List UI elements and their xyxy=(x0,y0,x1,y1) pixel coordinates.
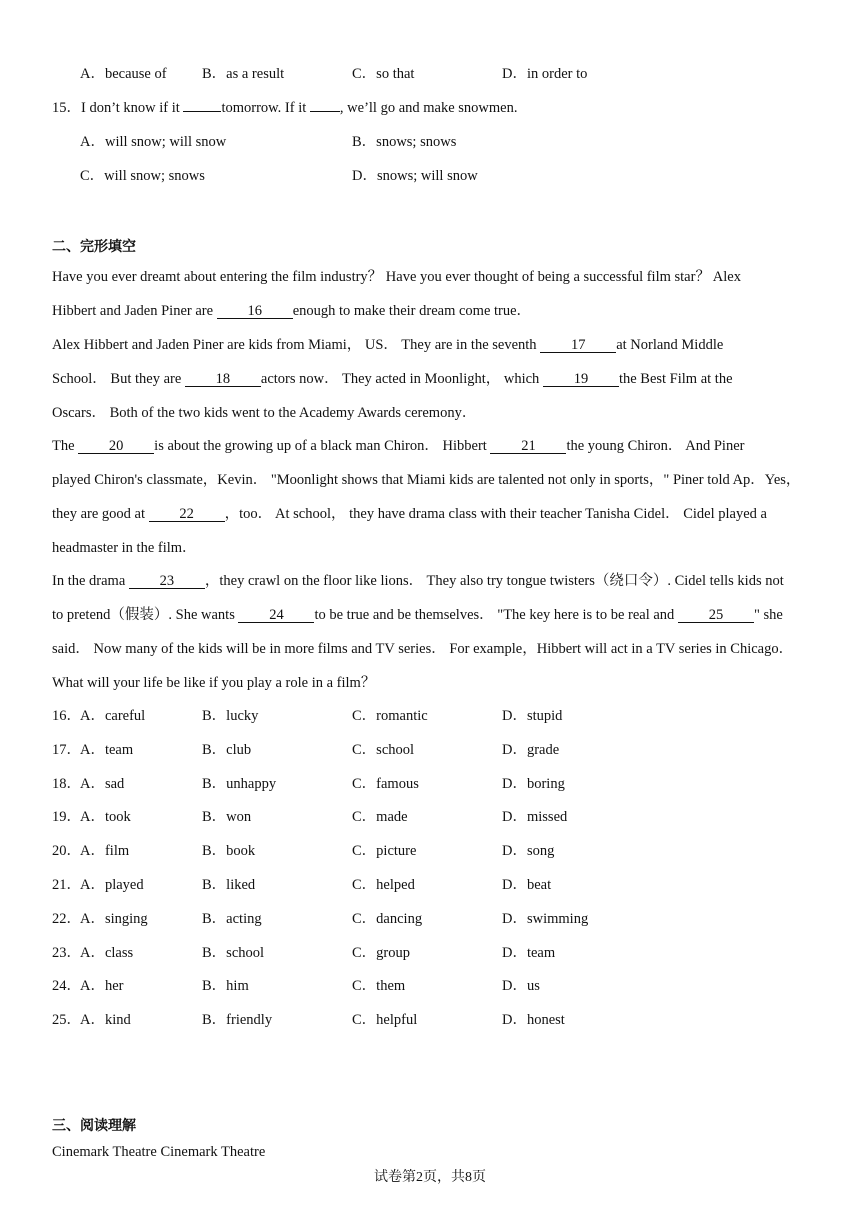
option-c: C．them xyxy=(352,978,406,995)
q15-option-d: D．snows; will snow xyxy=(352,168,478,184)
blank-19: 19 xyxy=(543,372,619,387)
option-a: A．played xyxy=(80,877,144,893)
option-b: B．liked xyxy=(202,877,256,893)
question-number: 20． xyxy=(52,843,81,860)
passage-line: Hibbert and Jaden Piner are 16 enough to make their dream come true． xyxy=(52,303,532,319)
question-number: 23． xyxy=(52,944,81,961)
passage-line: In the drama 23 ，they crawl on the floor like lions． They also try tongue twisters（绕口令）. Cidel tells kids not xyxy=(52,573,784,589)
blank-22: 22 xyxy=(149,507,225,522)
blank-24: 24 xyxy=(238,608,314,623)
option-d: D．song xyxy=(502,843,555,860)
option-a: A．careful xyxy=(80,708,146,724)
passage-line: Have you ever dreamt about entering the film industry？ Have you ever thought of being a successful film star？ Alex xyxy=(52,269,741,285)
option-a: A．team xyxy=(80,741,134,758)
option-b: B．club xyxy=(202,741,252,758)
section-heading-reading: 三、阅读理解 xyxy=(52,1118,136,1134)
option-c: C．romantic xyxy=(352,708,428,724)
q15-stem: 15．I don’t know if it tomorrow. If it , we’ll go and make snowmen. xyxy=(52,100,518,116)
option-c: C．picture xyxy=(352,843,417,860)
passage-line: Oscars． Both of the two kids went to the Academy Awards ceremony． xyxy=(52,405,477,421)
question-number: 16． xyxy=(52,708,81,724)
blank-18: 18 xyxy=(185,372,261,387)
option-b: B．friendly xyxy=(202,1012,273,1029)
passage-line: said． Now many of the kids will be in more films and TV series． For example，Hibbert will act in a TV series in Chicago． xyxy=(52,641,794,657)
option-a: A．kind xyxy=(80,1012,131,1029)
option-d: D．swimming xyxy=(502,910,589,927)
passage-line: played Chiron's classmate，Kevin． "Moonlight shows that Miami kids are talented not only in sports，" Piner told Ap．Yes， xyxy=(52,472,801,488)
option-b: B．won xyxy=(202,809,252,826)
option-c: C．group xyxy=(352,944,410,961)
question-number: 21． xyxy=(52,877,81,893)
passage-line: headmaster in the film． xyxy=(52,540,197,556)
option-a: A．her xyxy=(80,978,124,995)
option-a: A．sad xyxy=(80,775,125,792)
option-d: D．boring xyxy=(502,775,565,792)
section-heading-cloze: 二、完形填空 xyxy=(52,239,136,255)
option-d: D．team xyxy=(502,944,556,961)
option-a: A．took xyxy=(80,809,131,826)
option-c: C．school xyxy=(352,741,415,758)
blank-25: 25 xyxy=(678,608,754,623)
blank-17: 17 xyxy=(540,338,616,353)
q15-option-c: C．will snow; snows xyxy=(80,168,205,184)
passage-line: Alex Hibbert and Jaden Piner are kids from Miami， US． They are in the seventh 17 at Norland Middle xyxy=(52,337,724,353)
option-a: A．class xyxy=(80,944,134,961)
option-d: D．missed xyxy=(502,809,568,826)
question-number: 22． xyxy=(52,910,81,927)
option-d: D．us xyxy=(502,978,540,995)
q15-blank-1 xyxy=(183,111,221,112)
option-d: D．honest xyxy=(502,1012,565,1029)
q14-option-c: C．so that xyxy=(352,66,415,82)
passage-line: What will your life be like if you play a role in a film？ xyxy=(52,675,376,691)
option-b: B．lucky xyxy=(202,708,259,724)
blank-21: 21 xyxy=(490,439,566,454)
passage-line: they are good at 22 ，too． At school， they have drama class with their teacher Tanisha Cidel． Cidel played a xyxy=(52,506,767,522)
question-number: 19． xyxy=(52,809,81,826)
question-number: 25． xyxy=(52,1012,81,1029)
passage-line: to pretend（假装）. She wants 24 to be true and be themselves． "The key here is to be real and 25 " she xyxy=(52,607,783,623)
question-number: 17． xyxy=(52,741,81,758)
option-b: B．unhappy xyxy=(202,775,277,792)
blank-20: 20 xyxy=(78,439,154,454)
option-d: D．stupid xyxy=(502,708,563,724)
q14-option-a: A．because of xyxy=(80,66,167,82)
q15-blank-2 xyxy=(310,111,340,112)
q15-option-b: B．snows; snows xyxy=(352,134,457,150)
option-a: A．film xyxy=(80,843,130,860)
option-b: B．school xyxy=(202,944,265,961)
option-b: B．acting xyxy=(202,910,262,927)
option-b: B．him xyxy=(202,978,249,995)
question-number: 24． xyxy=(52,978,81,995)
passage-line: The 20 is about the growing up of a black man Chiron． Hibbert 21 the young Chiron． And Piner xyxy=(52,438,745,454)
option-c: C．famous xyxy=(352,775,419,792)
blank-16: 16 xyxy=(217,304,293,319)
q14-option-b: B．as a result xyxy=(202,66,285,82)
page-footer: 试卷第2页，共8页 xyxy=(374,1170,486,1185)
reading-title: Cinemark Theatre Cinemark Theatre xyxy=(52,1144,266,1160)
option-a: A．singing xyxy=(80,910,148,927)
option-c: C．helped xyxy=(352,877,415,893)
option-b: B．book xyxy=(202,843,256,860)
passage-line: School． But they are 18 actors now． They acted in Moonlight， which 19 the Best Film at the xyxy=(52,371,733,387)
option-d: D．grade xyxy=(502,741,560,758)
option-d: D．beat xyxy=(502,877,552,893)
option-c: C．helpful xyxy=(352,1012,418,1029)
question-number: 18． xyxy=(52,775,81,792)
q15-option-a: A．will snow; will snow xyxy=(80,134,227,150)
option-c: C．dancing xyxy=(352,910,423,927)
blank-23: 23 xyxy=(129,574,205,589)
q14-option-d: D．in order to xyxy=(502,66,588,82)
option-c: C．made xyxy=(352,809,408,826)
